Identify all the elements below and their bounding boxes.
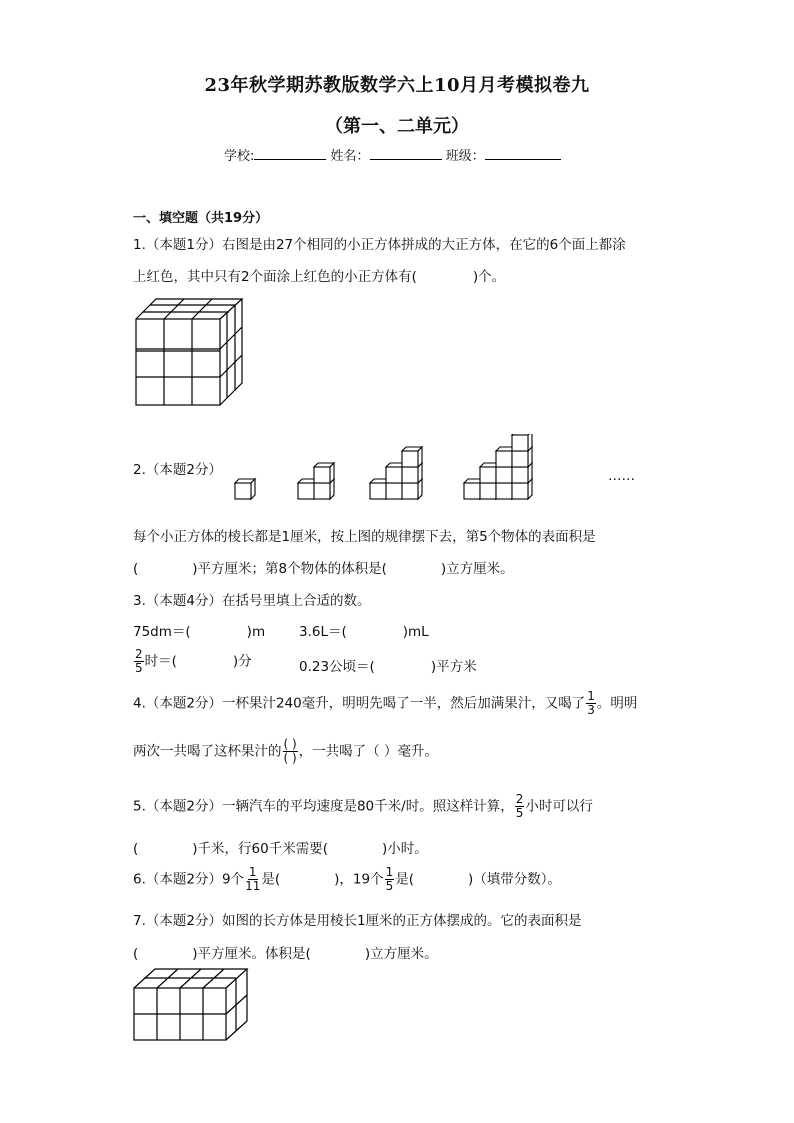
q4-text: 4.（本题2分）一杯果汁240毫升，明明先喝了一半，然后加满果汁，又喝了 [133,695,586,712]
q5-text2: ( [133,841,139,857]
q3-row1b [299,620,429,640]
stair-figures [230,434,650,504]
q5-text: 5.（本题2分）一辆汽车的平均速度是80千米/时。照这样计算， [133,798,514,815]
q6-line [133,866,561,893]
q6-text-e: )（填带分数）。 [468,871,562,888]
cube-figure [134,297,254,409]
school-label: 学校: [224,149,255,164]
q3-row1 [133,620,265,640]
q2-line1: 每个小正方体的棱长都是1厘米，按上图的规律摆下去，第5个物体的表面积是 [133,529,596,545]
q6-text-b: 是( [261,871,281,888]
q7-line2 [133,942,438,962]
q3-row2 [133,648,252,675]
q2-ellipsis: …… [608,468,635,484]
q2-label: 2.（本题2分） [133,462,222,478]
q1-text-end: )个。 [472,269,506,285]
cuboid-figure [133,966,263,1046]
q4-line2 [133,738,438,765]
q3-d-text: 0.23公顷＝( [299,659,375,675]
q4-line1 [133,690,637,717]
q3-a-text: 75dm＝( [133,624,191,640]
q2-line2 [133,557,514,577]
q2-text-mid: )平方厘米；第8个物体的体积是( [192,561,387,577]
q4-text2: 两次一共喝了这杯果汁的 [133,743,282,760]
class-field[interactable] [485,145,561,160]
q4-blank-fraction[interactable]: $\frac{( )}{( )}$ [283,737,297,765]
q3-line1: 3.（本题4分）在括号里填上合适的数。 [133,593,371,609]
class-label: 班级： [445,149,485,164]
q7-text: ( [133,946,139,962]
q1-line2 [133,265,505,285]
q2-text: ( [133,561,139,577]
q5-fraction: $\frac{2}{5}$ [515,792,524,820]
q6-text-d: 是( [395,871,414,888]
q7-text-end: )立方厘米。 [364,946,438,962]
school-field[interactable] [254,145,326,160]
page-title: 23年秋学期苏教版数学六上10月月考模拟卷九 [204,75,590,96]
q7-text-mid: )平方厘米。体积是( [192,946,311,962]
q6-text-c: )，19个 [334,871,384,888]
student-info [224,145,561,164]
q6-text-a: 6.（本题2分）9个 [133,871,245,888]
name-field[interactable] [370,145,442,160]
q5-line2 [133,837,428,857]
q3-a-unit: )m [246,624,266,640]
name-label: 姓名： [330,149,370,164]
q3-c-text: 时＝( [144,653,177,670]
q4-text2-end: ，一共喝了（ ）毫升。 [298,743,438,760]
q3-b-unit: )mL [402,624,429,640]
page-subtitle: （第一、二单元） [325,116,469,137]
q3-d-unit: )平方米 [430,659,477,675]
q5-text2-mid: )千米，行60千米需要( [192,841,328,857]
q4-fraction: $\frac{1}{3}$ [587,689,595,717]
q6-fraction2: $\frac{1}{5}$ [385,865,394,893]
q2-text-end: )立方厘米。 [440,561,514,577]
q3-c-fraction: $\frac{2}{5}$ [135,647,143,675]
q3-b-text: 3.6L＝( [299,624,347,640]
section-heading: 一、填空题（共19分） [133,211,269,226]
q7-line1: 7.（本题2分）如图的长方体是用棱长1厘米的正方体摆成的。它的表面积是 [133,913,582,929]
q5-line1 [133,793,593,820]
q5-text-end: 小时可以行 [525,798,593,815]
q4-text-end: 。明明 [596,695,638,712]
q1-line1: 1.（本题1分）右图是由27个相同的小正方体拼成的大正方体，在它的6个面上都涂 [133,237,626,253]
q5-text2-end: )小时。 [382,841,428,857]
q3-c-unit: )分 [232,653,252,670]
q3-row2b [299,655,477,675]
q6-fraction1: $\frac{1}{11}$ [245,865,261,893]
q1-text: 上红色，其中只有2个面涂上红色的小正方体有( [133,269,417,285]
